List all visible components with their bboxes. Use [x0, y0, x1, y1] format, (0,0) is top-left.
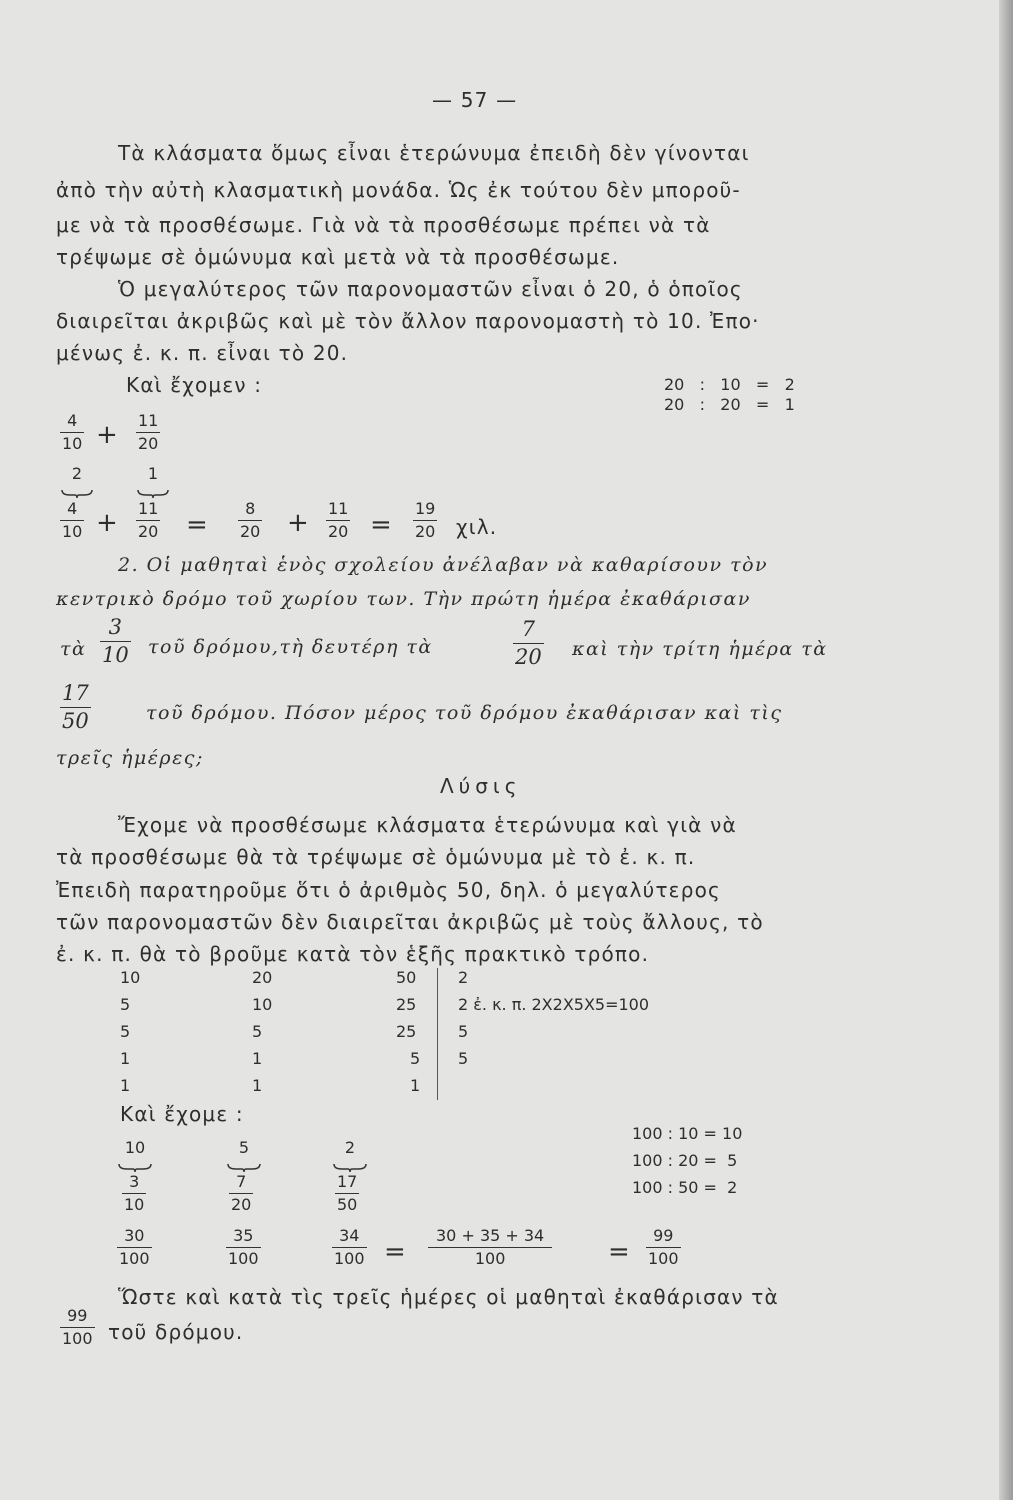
equals-sign: =: [186, 510, 208, 540]
division-row: 100 : 50 = 2: [632, 1178, 738, 1197]
text-line: Ἐπειδὴ παρατηροῦμε ὅτι ὁ ἀριθμὸς 50, δηλ. ὁ μεγαλύτερος: [56, 878, 721, 902]
table-cell: 5: [120, 1022, 131, 1041]
table-cell: 10: [120, 968, 141, 987]
fraction-sum: 30 + 35 + 34 100: [428, 1226, 552, 1269]
text-line: τὰ προσθέσωμε θὰ τὰ τρέψωμε σὲ ὁμώνυμα μὲ τὸ ἐ. κ. π.: [56, 845, 696, 869]
division-row: 100 : 20 = 5: [632, 1151, 738, 1170]
multiplier: 10: [117, 1138, 153, 1176]
multiplier: 5: [226, 1138, 262, 1176]
page-number: — 57 —: [432, 88, 518, 112]
fraction-17-50: 17 50: [337, 1172, 358, 1214]
fraction-4-10: 4 10: [62, 499, 83, 541]
table-cell: 1: [120, 1076, 131, 1095]
fraction-11-20: 11 20: [138, 411, 159, 453]
table-cell: 1: [410, 1076, 421, 1095]
text-line: Καὶ ἔχομεν :: [126, 373, 263, 397]
underbrace-icon: [136, 488, 170, 498]
lcm-result: 2 ἐ. κ. π. 2X2X5X5=100: [458, 995, 650, 1014]
text-line: ἐ. κ. π. θὰ τὸ βροῦμε κατὰ τὸν ἑξῆς πρακτικὸ τρόπο.: [56, 942, 650, 966]
underbrace-icon: [117, 1162, 153, 1172]
fraction-35-100: 35 100: [228, 1226, 259, 1268]
problem-text: τοῦ δρόμου. Πόσον μέρος τοῦ δρόμου ἐκαθάρισαν καὶ τὶς: [146, 702, 783, 724]
equals-sign: =: [608, 1237, 630, 1267]
text-line: τῶν παρονομαστῶν δὲν διαιρεῖται ἀκριβῶς μὲ τοὺς ἄλλους, τὸ: [56, 910, 764, 934]
text-line: ἀπὸ τὴν αὐτὴ κλασματικὴ μονάδα. Ὡς ἐκ τούτου δὲν μποροῦ-: [56, 178, 741, 202]
multiplier: 2: [60, 464, 94, 502]
table-cell: 20: [252, 968, 273, 987]
equals-sign: =: [384, 1237, 406, 1267]
fraction-34-100: 34 100: [334, 1226, 365, 1268]
text-line: Ὁ μεγαλύτερος τῶν παρονομαστῶν εἶναι ὁ 20, ὁ ὁποῖος: [118, 277, 743, 301]
text-line: Ἔχομε νὰ προσθέσωμε κλάσματα ἑτερώνυμα καὶ γιὰ νὰ: [118, 813, 737, 837]
table-cell: 5: [458, 1049, 469, 1068]
text-line: Καὶ ἔχομε :: [120, 1102, 244, 1126]
plus-sign: +: [96, 420, 118, 450]
khl-abbrev: χιλ.: [456, 515, 498, 539]
division-row: 20 : 10 = 2: [664, 375, 795, 394]
plus-sign: +: [287, 508, 309, 538]
fraction-17-50: 17 50: [62, 681, 89, 733]
fraction-3-10: 3 10: [124, 1172, 145, 1214]
fraction-8-20: 8 20: [240, 499, 261, 541]
fraction-4-10: 4 10: [62, 411, 83, 453]
text-line: τρέψωμε σὲ ὁμώνυμα καὶ μετὰ νὰ τὰ προσθέσωμε.: [56, 245, 620, 269]
problem-line: κεντρικὸ δρόμο τοῦ χωρίου των. Τὴν πρώτη ἡμέρα ἐκαθάρισαν: [56, 588, 751, 610]
fraction-7-20: 7 20: [515, 617, 542, 669]
equals-sign: =: [370, 510, 392, 540]
solution-title: Λύσις: [440, 774, 522, 798]
underbrace-icon: [60, 488, 94, 498]
fraction-99-100: 99 100: [648, 1226, 679, 1268]
problem-line: 2. Οἱ μαθηταὶ ἑνὸς σχολείου ἀνέλαβαν νὰ καθαρίσουν τὸν: [118, 554, 769, 576]
fraction-11-20: 11 20: [328, 499, 349, 541]
problem-text: τοῦ δρόμου,τὴ δευτέρη τὰ: [148, 636, 433, 658]
division-row: 20 : 20 = 1: [664, 395, 795, 414]
problem-text: καὶ τὴν τρίτη ἡμέρα τὰ: [572, 638, 828, 660]
table-cell: 2: [458, 968, 469, 987]
table-cell: 1: [120, 1049, 131, 1068]
fraction-3-10: 3 10: [102, 615, 129, 667]
problem-text: τὰ: [60, 638, 87, 660]
text-line: τοῦ δρόμου.: [108, 1320, 244, 1344]
text-line: διαιρεῖται ἀκριβῶς καὶ μὲ τὸν ἄλλον παρονομαστὴ τὸ 10. Ἐπο·: [56, 309, 760, 333]
fraction-19-20: 19 20: [415, 499, 436, 541]
table-cell: 1: [252, 1049, 263, 1068]
table-cell: 5: [458, 1022, 469, 1041]
fraction-99-100: 99 100: [62, 1306, 93, 1348]
table-cell: 25: [396, 995, 417, 1014]
underbrace-icon: [226, 1162, 262, 1172]
multiplier: 1: [136, 464, 170, 502]
table-cell: 10: [252, 995, 273, 1014]
text-line: με νὰ τὰ προσθέσωμε. Γιὰ νὰ τὰ προσθέσωμε πρέπει νὰ τὰ: [56, 213, 711, 237]
text-line: Τὰ κλάσματα ὅμως εἶναι ἑτερώνυμα ἐπειδὴ δὲν γίνονται: [118, 141, 750, 165]
table-cell: 1: [252, 1076, 263, 1095]
fraction-11-20: 11 20: [138, 499, 159, 541]
table-cell: 5: [120, 995, 131, 1014]
table-cell: 5: [252, 1022, 263, 1041]
text-line: μένως ἐ. κ. π. εἶναι τὸ 20.: [56, 341, 349, 365]
division-row: 100 : 10 = 10: [632, 1124, 743, 1143]
table-cell: 5: [410, 1049, 421, 1068]
page-edge: [999, 0, 1013, 1500]
fraction-7-20: 7 20: [231, 1172, 252, 1214]
underbrace-icon: [332, 1162, 368, 1172]
problem-text: τρεῖς ἡμέρες;: [56, 747, 204, 769]
multiplier: 2: [332, 1138, 368, 1176]
plus-sign: +: [96, 508, 118, 538]
table-cell: 50: [396, 968, 417, 987]
fraction-30-100: 30 100: [119, 1226, 150, 1268]
text-line: Ὥστε καὶ κατὰ τὶς τρεῖς ἡμέρες οἱ μαθηταὶ ἐκαθάρισαν τὰ: [118, 1285, 779, 1309]
table-cell: 25: [396, 1022, 417, 1041]
